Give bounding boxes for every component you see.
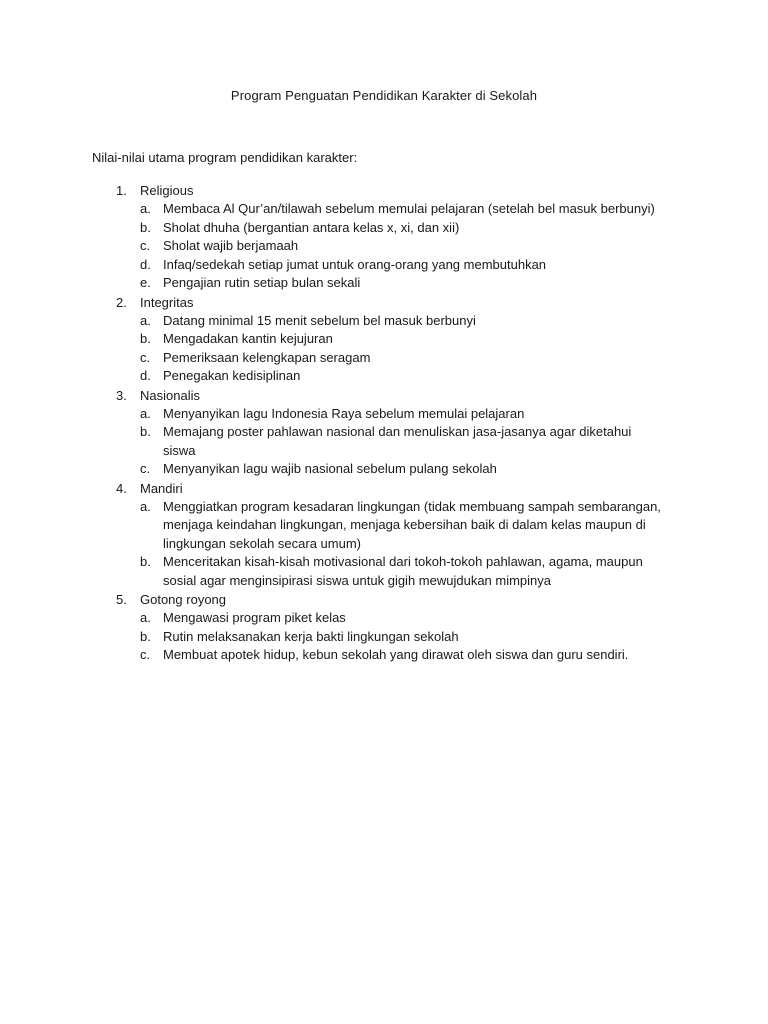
section-1	[0, 181, 768, 293]
section-heading	[0, 181, 768, 200]
item-text: Menyanyikan lagu wajib nasional sebelum pulang sekolah	[163, 461, 497, 476]
list-item	[0, 274, 663, 293]
item-letter: b.	[140, 554, 151, 569]
list-item	[0, 256, 663, 275]
item-letter: c.	[140, 461, 151, 476]
item-text: Pengajian rutin setiap bulan sekali	[163, 275, 361, 290]
list-item	[0, 405, 663, 424]
item-text: Mengawasi program piket kelas	[163, 610, 346, 625]
list-item	[0, 349, 663, 368]
list-item	[0, 219, 663, 238]
list-item	[0, 367, 663, 386]
section-2	[0, 293, 768, 386]
document-title: Program Penguatan Pendidikan Karakter di Sekolah	[230, 88, 538, 103]
list-item	[0, 646, 663, 665]
item-letter: b.	[140, 628, 151, 644]
list-item	[0, 423, 663, 460]
item-letter: c.	[140, 349, 151, 365]
item-letter: a.	[140, 201, 151, 216]
item-text: Datang minimal 15 menit sebelum bel masuk berbunyi	[163, 312, 476, 328]
section-number: 5.	[116, 592, 127, 607]
section-number: 4.	[116, 480, 127, 496]
section-label: Mandiri	[140, 480, 183, 496]
list-item	[0, 237, 663, 256]
item-letter: a.	[140, 312, 151, 328]
item-letter: e.	[140, 275, 151, 290]
item-letter: b.	[140, 424, 151, 439]
item-letter: a.	[140, 405, 151, 421]
section-heading	[0, 293, 768, 312]
item-letter: b.	[140, 219, 151, 235]
item-letter: a.	[140, 498, 151, 514]
item-letter: b.	[140, 331, 151, 346]
section-label: Gotong royong	[140, 592, 227, 607]
list-item	[0, 200, 663, 219]
section-label: Nasionalis	[140, 387, 200, 403]
list-item	[0, 628, 663, 647]
list-item	[0, 498, 663, 554]
list-item	[0, 553, 663, 590]
item-text: Infaq/sedekah setiap jumat untuk orang-orang yang membutuhkan	[163, 256, 547, 272]
item-letter: d.	[140, 368, 151, 383]
list-item	[0, 330, 663, 349]
section-number: 1.	[116, 183, 127, 198]
section-4	[0, 479, 768, 591]
item-text: Sholat wajib berjamaah	[163, 238, 299, 253]
section-label: Religious	[140, 183, 194, 198]
item-text: Penegakan kedisiplinan	[163, 368, 301, 383]
item-letter: d.	[140, 256, 151, 272]
item-text: Rutin melaksanakan kerja bakti lingkungan sekolah	[163, 628, 459, 644]
item-text: Membuat apotek hidup, kebun sekolah yang dirawat oleh siswa dan guru sendiri.	[163, 647, 629, 662]
section-heading	[0, 386, 768, 405]
section-number: 3.	[116, 387, 127, 403]
item-letter: c.	[140, 647, 151, 662]
item-text: Pemeriksaan kelengkapan seragam	[163, 349, 371, 365]
section-number: 2.	[116, 294, 127, 310]
item-letter: c.	[140, 238, 151, 253]
section-heading	[0, 590, 768, 609]
item-text: Sholat dhuha (bergantian antara kelas x, xi, dan xii)	[163, 219, 460, 235]
item-text: Menyanyikan lagu Indonesia Raya sebelum memulai pelajaran	[163, 405, 525, 421]
list-item	[0, 460, 663, 479]
item-text: Menggiatkan program kesadaran lingkungan (tidak membuang sampah sembarangan, menjaga keindahan lingkungan, menjaga kebersihan baik di dalam kelas maupun di lingkungan sekolah secara umum)	[163, 498, 661, 551]
intro-text: Nilai-nilai utama program pendidikan karakter:	[92, 150, 358, 165]
item-text: Membaca Al Qur’an/tilawah sebelum memulai pelajaran (setelah bel masuk berbunyi)	[163, 201, 655, 216]
section-heading	[0, 479, 768, 498]
item-letter: a.	[140, 610, 151, 625]
section-5	[0, 590, 768, 665]
values-list	[0, 181, 768, 665]
list-item	[0, 609, 663, 628]
list-item	[0, 312, 663, 331]
item-text: Memajang poster pahlawan nasional dan menuliskan jasa-jasanya agar diketahui siswa	[163, 424, 632, 458]
section-3	[0, 386, 768, 479]
item-text: Mengadakan kantin kejujuran	[163, 331, 333, 346]
item-text: Menceritakan kisah-kisah motivasional dari tokoh-tokoh pahlawan, agama, maupun sosial agar menginsipirasi siswa untuk gigih mewujdukan mimpinya	[163, 554, 643, 588]
section-label: Integritas	[140, 294, 194, 310]
